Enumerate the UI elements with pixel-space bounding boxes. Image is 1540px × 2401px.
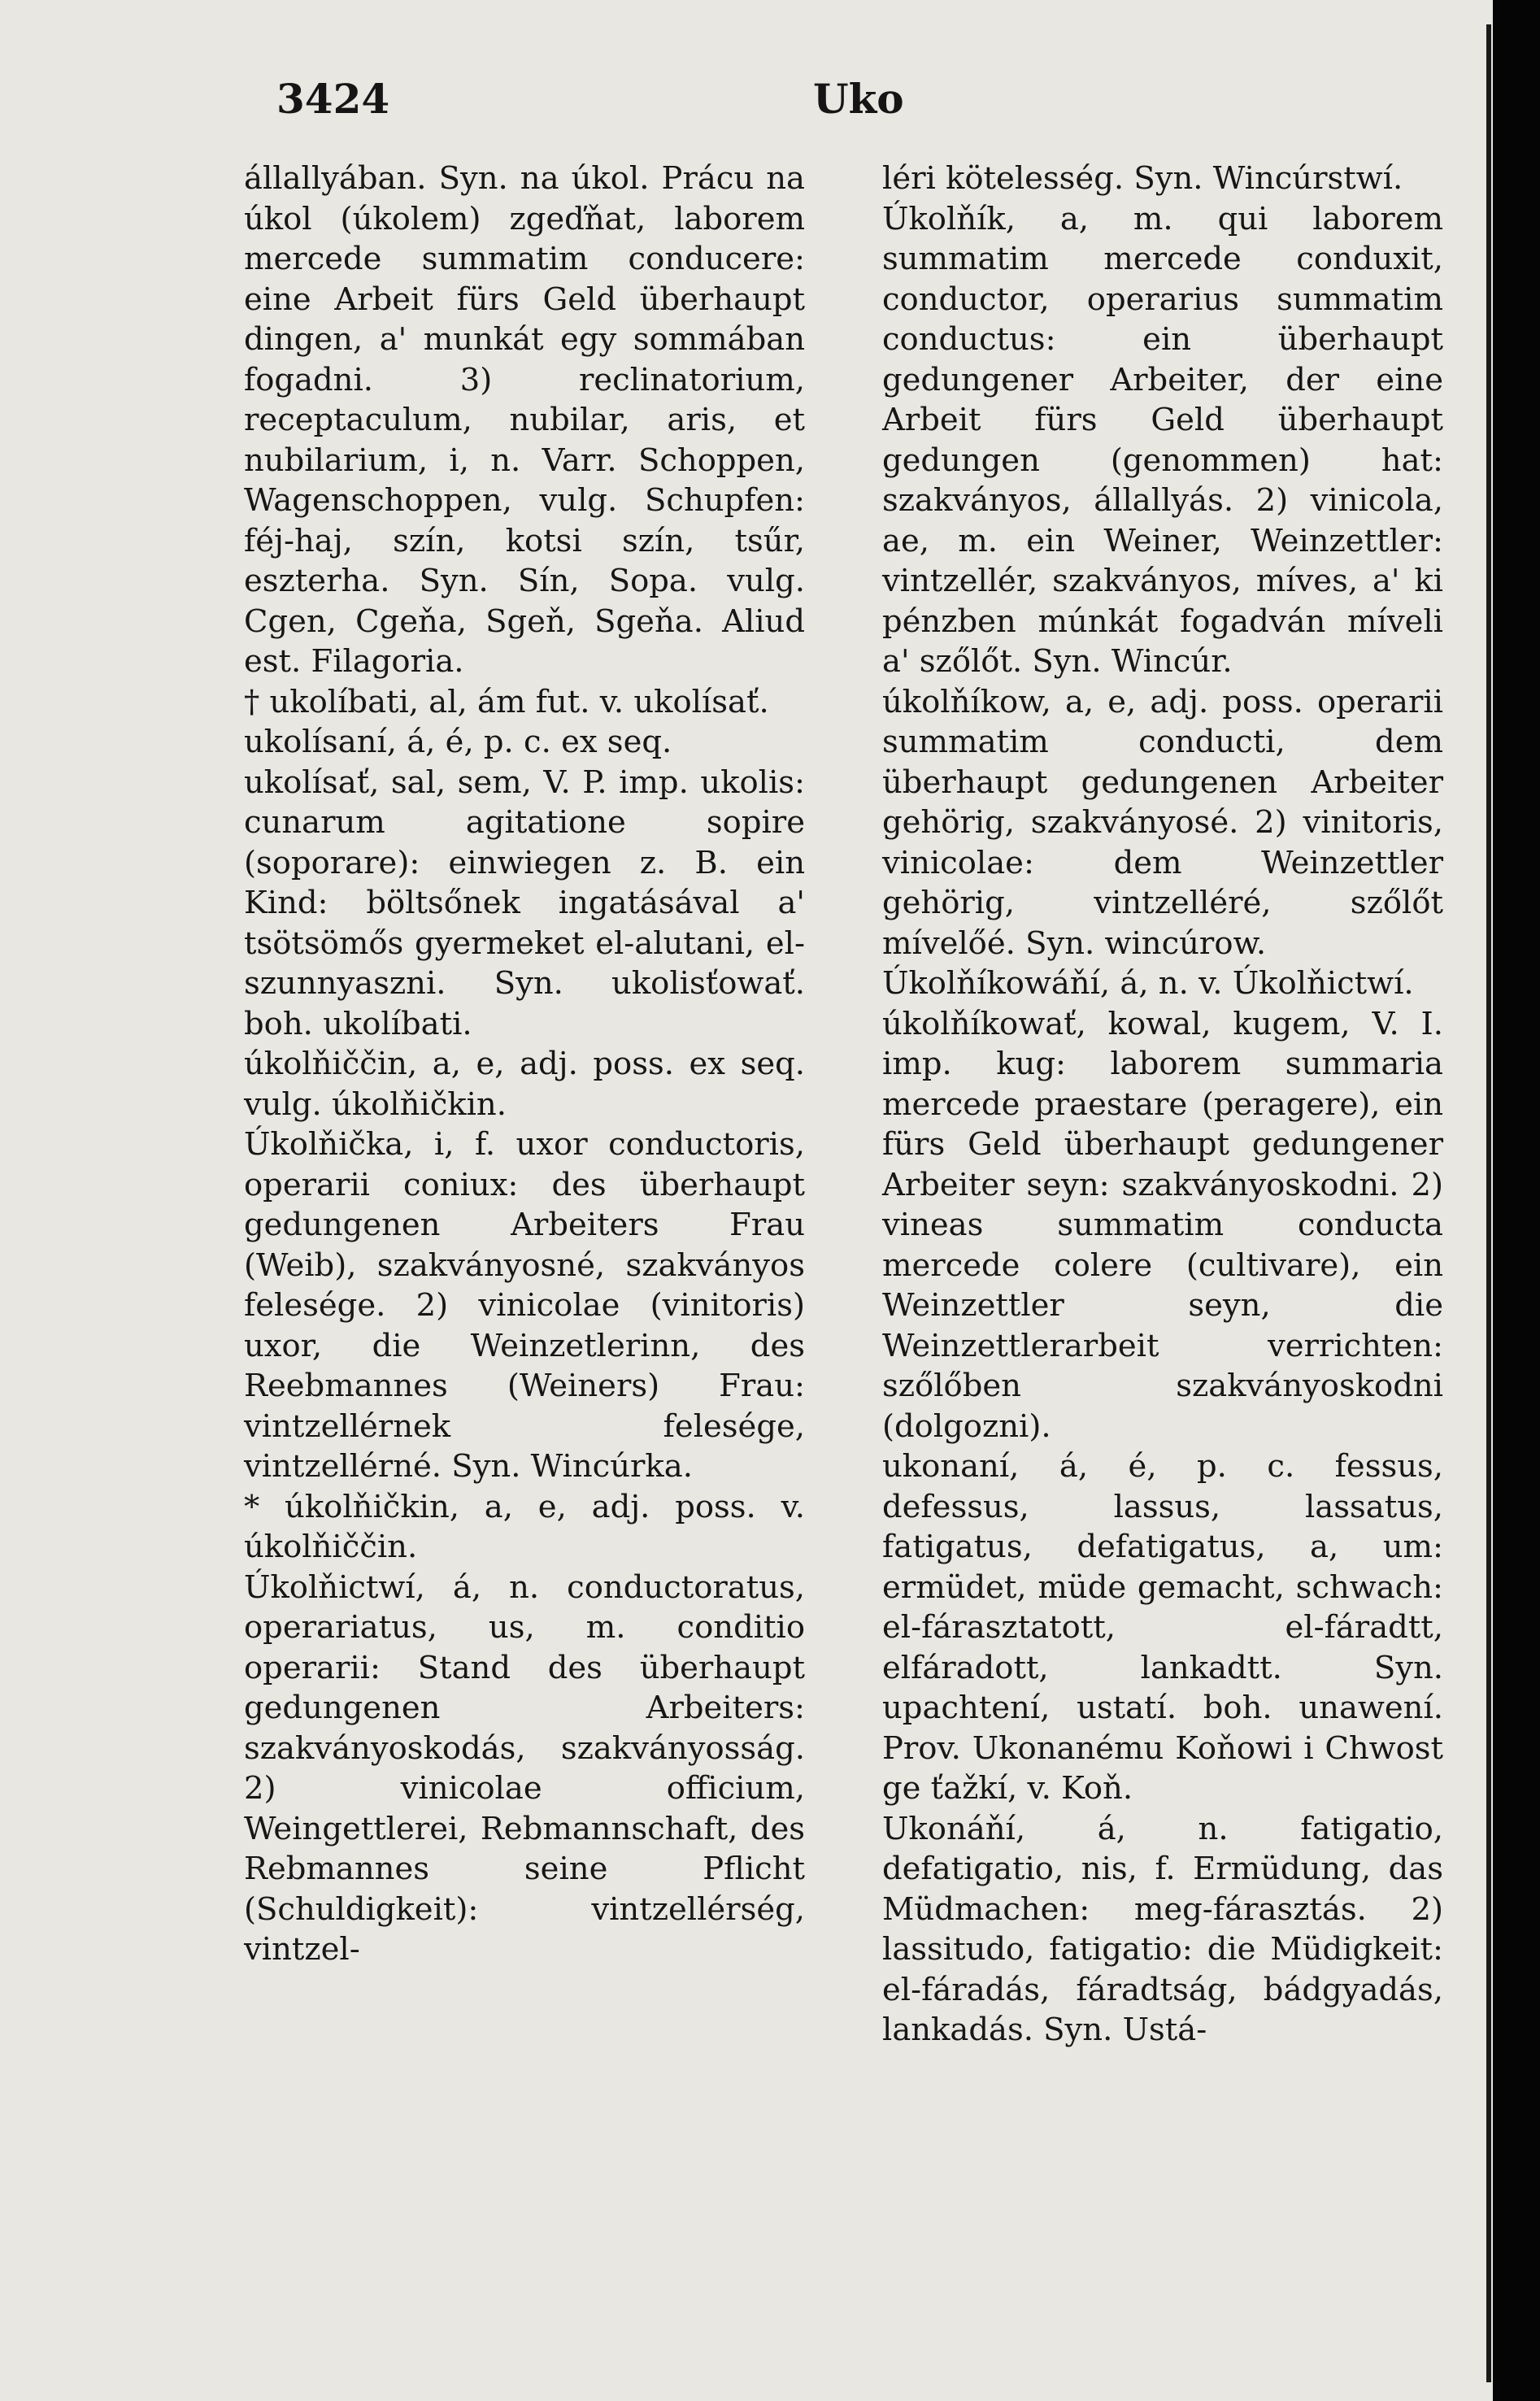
page-gutter-shadow [1486, 24, 1491, 2382]
dictionary-entry: Úkolňíkowáňí, á, n. v. Úkolňictwí. [882, 965, 1414, 1002]
right-column [882, 159, 1443, 2051]
dictionary-entry: Úkolňík, a, m. qui laborem summatim mercede conduxit, conductor, operarius summatim conductus: ein überhaupt gedungener Arbeiter, der eine Arbeit fürs Geld überhaupt gedungen (genommen) hat: szakványos, állallyás. 2) vinicola, ae, m. ein Weiner, Weinzettler: vintzellér, szakványos, míves, a' ki pénzben múnkát fogadván míveli a' szőlőt. Syn. Wincúr. [882, 200, 1443, 680]
page-edge [1493, 0, 1540, 2401]
dictionary-entry: Úkolňictwí, á, n. conductoratus, operariatus, us, m. conditio operarii: Stand des überhaupt gedungenen Arbeiters: szakványoskodás, szakványosság. 2) vinicolae officium, Weingettlerei, Rebmannschaft, des Rebmannes seine Pflicht (Schuldigkeit): vintzellérség, vintzel- [244, 1568, 805, 1968]
dictionary-entry: † ukolíbati, al, ám fut. v. ukolísať. [244, 683, 769, 720]
page-number: 3424 [276, 75, 390, 123]
dictionary-entry: léri kötelesség. Syn. Wincúrstwí. [882, 160, 1403, 197]
dictionary-entry: úkolňíkowať, kowal, kugem, V. I. imp. kug: laborem summaria mercede praestare (peragere), ein fürs Geld überhaupt gedungener Arbeiter seyn: szakványoskodni. 2) vineas summatim conducta mercede colere (cultivare), ein Weinzettler seyn, die Weinzettlerarbeit verrichten: szőlőben szakványoskodni (dolgozni). [882, 1005, 1443, 1445]
dictionary-entry: úkolňíkow, a, e, adj. poss. operarii summatim conducti, dem überhaupt gedungenen Arbeiter gehörig, szakványosé. 2) vinitoris, vinicolae: dem Weinzettler gehörig, vintzelléré, szőlőt mívelőé. Syn. wincúrow. [882, 683, 1443, 962]
dictionary-entry: Ukonáňí, á, n. fatigatio, defatigatio, nis, f. Ermüdung, das Müdmachen: meg-fárasztás. 2) lassitudo, fatigatio: die Müdigkeit: el-fáradás, fáradtság, bádgyadás, lankadás. Syn. Ustá- [882, 1810, 1443, 2048]
left-column [244, 159, 805, 1970]
running-head: Uko [813, 75, 904, 123]
dictionary-entry: ukolísaní, á, é, p. c. ex seq. [244, 724, 672, 760]
dictionary-entry: ukolísať, sal, sem, V. P. imp. ukolis: cunarum agitatione sopire (soporare): einwiegen z. B. ein Kind: böltsőnek ingatásával a' tsötsömős gyermeket el-alutani, el-szunnyaszni. Syn. ukolisťowať. boh. ukolíbati. [244, 763, 805, 1042]
dictionary-entry: ukonaní, á, é, p. c. fessus, defessus, lassus, lassatus, fatigatus, defatigatus, a, um: ermüdet, müde gemacht, schwach: el-fárasztatott, el-fáradtt, elfáradott, lankadtt. Syn. upachtení, ustatí. boh. unawení. Prov. Ukonanému Koňowi i Chwost ge ťažkí, v. Koň. [882, 1448, 1443, 1807]
dictionary-entry: * úkolňičkin, a, e, adj. poss. v. úkolňiččin. [244, 1488, 805, 1565]
dictionary-entry: Úkolňička, i, f. uxor conductoris, operarii coniux: des überhaupt gedungenen Arbeiters Frau (Weib), szakványosné, szakványos felesége. 2) vinicolae (vinitoris) uxor, die Weinzetlerinn, des Reebmannes (Weiners) Frau: vintzellérnek felesége, vintzellérné. Syn. Wincúrka. [244, 1126, 805, 1485]
page-header [276, 75, 1415, 132]
dictionary-entry: állallyában. Syn. na úkol. Prácu na úkol (úkolem) zgeďňat, laborem mercede summatim conducere: eine Arbeit fürs Geld überhaupt dingen, a' munkát egy sommában fogadni. 3) reclinatorium, receptaculum, nubilar, aris, et nubilarium, i, n. Varr. Schoppen, Wagenschoppen, vulg. Schupfen: féj-haj, szín, kotsi szín, tsűr, eszterha. Syn. Sín, Sopa. vulg. Cgen, Cgeňa, Sgeň, Sgeňa. Aliud est. Filagoria. [244, 160, 805, 680]
dictionary-entry: úkolňiččin, a, e, adj. poss. ex seq. vulg. úkolňičkin. [244, 1046, 805, 1123]
